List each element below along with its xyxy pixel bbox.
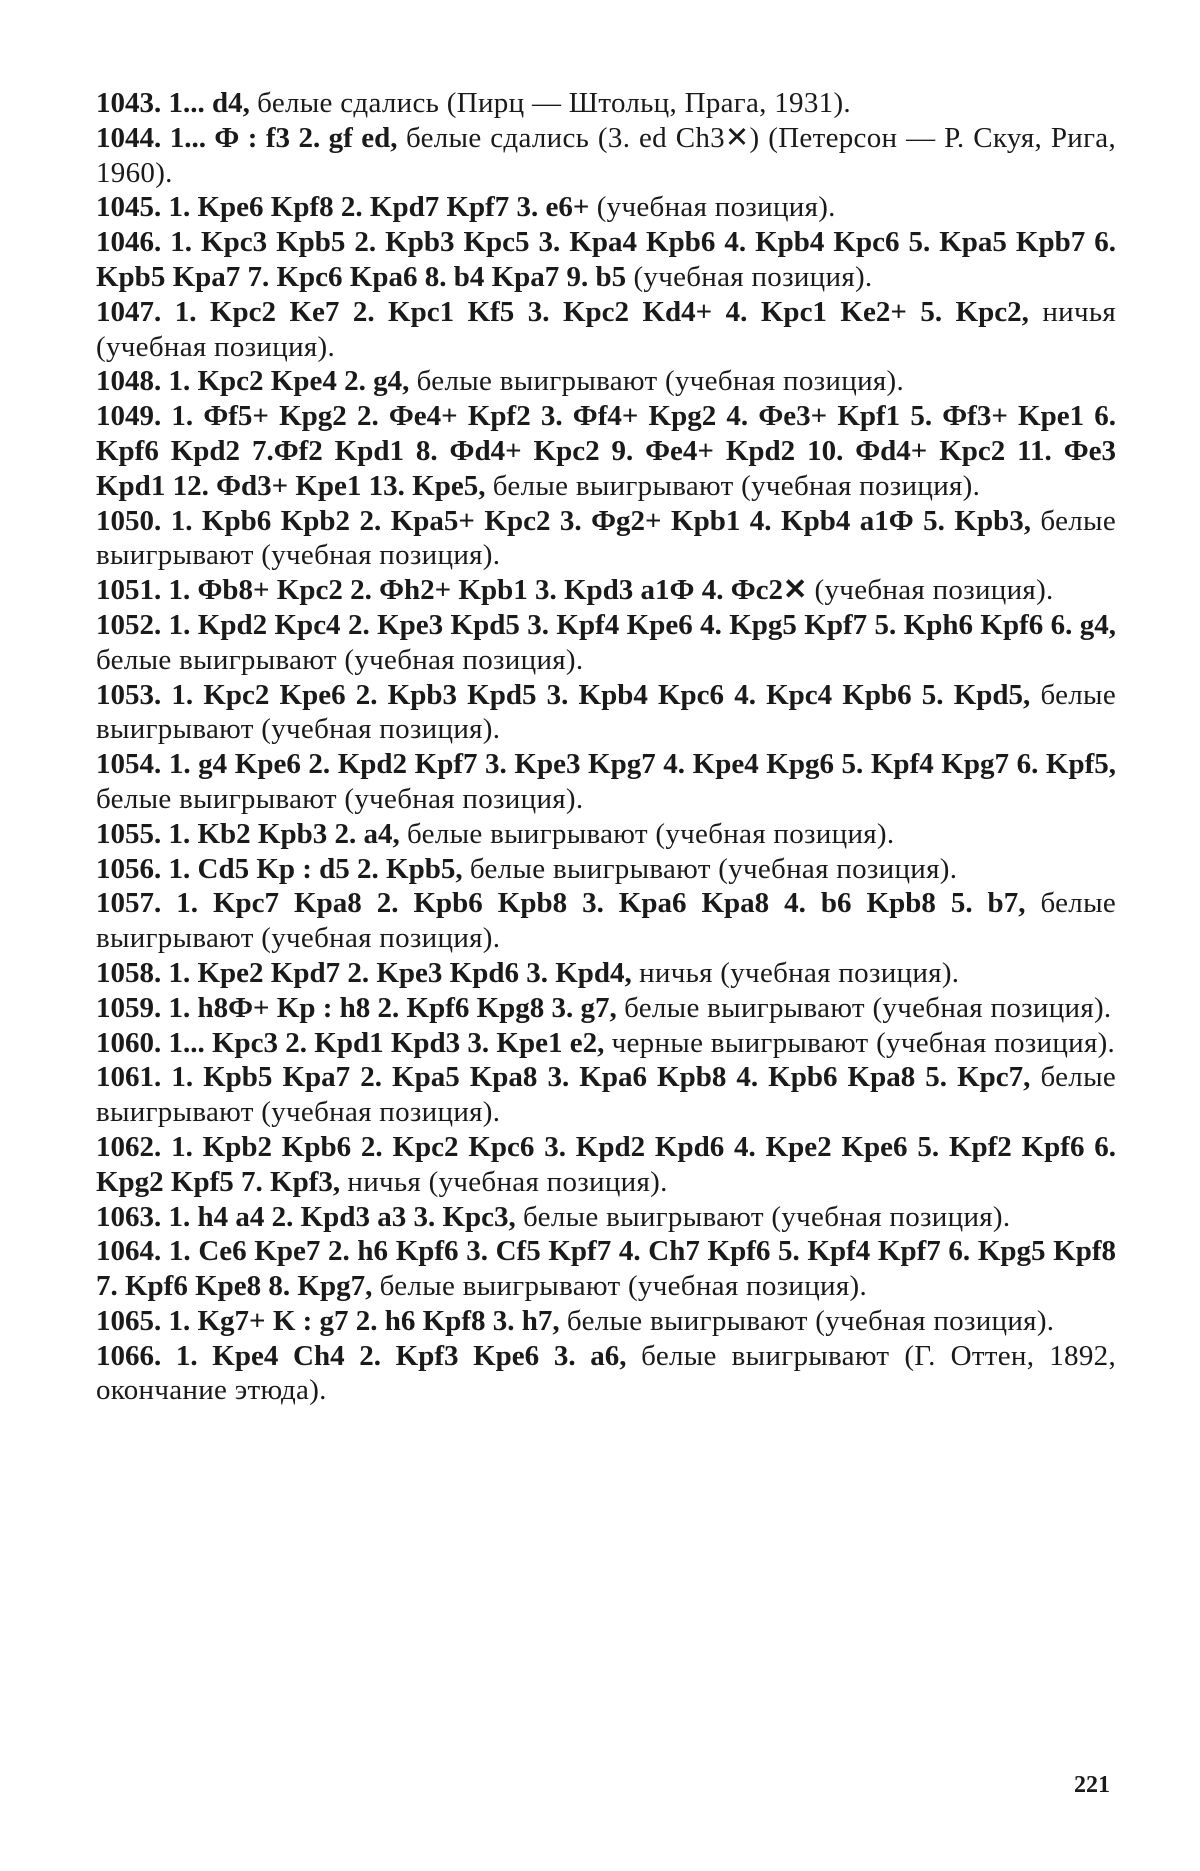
entry-moves: 1. Kg7+ K : g7 2. h6 Kpf8 3. h7, (168, 1304, 560, 1337)
entry-comment: белые выигрывают (учебная позиция). (96, 887, 1117, 955)
entry-number: 1054. (96, 748, 162, 781)
entry-number: 1060. (96, 1026, 162, 1059)
entry-number: 1057. (96, 887, 162, 920)
entry-comment: белые выигрывают (учебная позиция). (416, 365, 905, 398)
entry-number: 1058. (96, 956, 162, 989)
entry-number: 1059. (96, 991, 162, 1024)
entry-moves: 1... Kpc3 2. Kpd1 Kpd3 3. Kpe1 e2, (168, 1026, 605, 1059)
entry-moves: 1. Kpe2 Kpd7 2. Kpe3 Kpd6 3. Kpd4, (168, 956, 632, 989)
entry-moves: 1. Ce6 Kpe7 2. h6 Kpf6 3. Cf5 Kpf7 4. Ch7 Kpf6 5. Kpf4 Kpf7 6. Kpg5 Kpf8 7. Kpf6 Kpe8 8. Kpg7, (96, 1235, 1117, 1303)
entry-moves: 1. Фb8+ Kpc2 2. Фh2+ Kpb1 3. Kpd3 a1Ф 4. Фc2✕ (168, 574, 808, 607)
solution-entry (96, 747, 1116, 817)
solution-entry (96, 1234, 1116, 1304)
entry-moves: 1. Cd5 Kp : d5 2. Kpb5, (168, 852, 463, 885)
solution-entry (96, 678, 1116, 748)
entry-number: 1066. (96, 1339, 162, 1372)
entry-moves: 1. Kpc7 Kpa8 2. Kpb6 Kpb8 3. Kpa6 Kpa8 4. b6 Kpb8 5. b7, (176, 887, 1026, 920)
entry-comment: белые выигрывают (учебная позиция). (96, 782, 584, 815)
solution-entry (96, 852, 1116, 887)
entry-comment: (учебная позиция). (596, 191, 836, 224)
entry-comment: белые выигрывают (учебная позиция). (407, 817, 895, 850)
entry-number: 1064. (96, 1235, 162, 1268)
entry-comment: (учебная позиция). (633, 260, 873, 293)
entry-comment: белые выигрывают (учебная позиция). (96, 678, 1117, 746)
entry-comment: белые выигрывают (учебная позиция). (566, 1304, 1055, 1337)
entry-moves: 1. Kpe4 Ch4 2. Kpf3 Kpe6 3. a6, (175, 1339, 627, 1372)
entry-number: 1049. (96, 400, 162, 433)
solution-entry (96, 190, 1116, 225)
solutions-text (96, 86, 1116, 1408)
entry-number: 1063. (96, 1200, 162, 1233)
entry-comment: ничья (учебная позиция). (96, 295, 1117, 363)
entry-number: 1061. (96, 1061, 162, 1094)
solution-entry (96, 608, 1116, 678)
entry-moves: 1. Kpc2 Kpe4 2. g4, (168, 365, 410, 398)
entry-moves: 1. h4 a4 2. Kpd3 a3 3. Kpc3, (168, 1200, 516, 1233)
entry-comment: ничья (учебная позиция). (639, 956, 960, 989)
solution-entry (96, 399, 1116, 503)
entry-comment: ничья (учебная позиция). (347, 1165, 668, 1198)
entry-number: 1050. (96, 504, 162, 537)
entry-moves: 1. Kpe6 Kpf8 2. Kpd7 Kpf7 3. e6+ (168, 191, 590, 224)
page-number: 221 (1074, 1772, 1110, 1798)
entry-comment: белые сдались (3. ed Ch3✕) (Петерсон — Р. Скуя, Рига, 1960). (96, 121, 1117, 189)
entry-number: 1047. (96, 295, 162, 328)
entry-moves: 1. Kpc2 Kpe6 2. Kpb3 Kpd5 3. Kpb4 Kpc6 4. Kpc4 Kpb6 5. Kpd5, (171, 678, 1031, 711)
entry-comment: (учебная позиция). (814, 574, 1054, 607)
solution-entry (96, 573, 1116, 608)
entry-comment: белые выигрывают (учебная позиция). (379, 1270, 868, 1303)
entry-number: 1053. (96, 678, 162, 711)
solution-entry (96, 956, 1116, 991)
solution-entry (96, 86, 1116, 121)
entry-moves: 1. Kpb5 Kpa7 2. Kpa5 Kpa8 3. Kpa6 Kpb8 4. Kpb6 Kpa8 5. Kpc7, (171, 1061, 1031, 1094)
entry-comment: белые выигрывают (учебная позиция). (624, 991, 1112, 1024)
entry-number: 1046. (96, 226, 162, 259)
entry-moves: 1... d4, (168, 87, 250, 119)
entry-number: 1056. (96, 852, 162, 885)
solution-entry (96, 991, 1116, 1026)
solution-entry (96, 1304, 1116, 1339)
entry-number: 1055. (96, 817, 162, 850)
entry-comment: белые выигрывают (учебная позиция). (469, 852, 958, 885)
entry-moves: 1. Kpc3 Kpb5 2. Kpb3 Kpc5 3. Kpa4 Kpb6 4. Kpb4 Kpc6 5. Kpa5 Kpb7 6. Kpb5 Kpa7 7. Kpc6 Kpa6 8. b4 Kpa7 9. b5 (96, 226, 1116, 293)
entry-moves: 1. g4 Kpe6 2. Kpd2 Kpf7 3. Kpe3 Kpg7 4. Kpe4 Kpg6 5. Kpf4 Kpg7 6. Kpf5, (168, 748, 1117, 781)
entry-comment: белые выигрывают (учебная позиция). (492, 469, 981, 502)
entry-moves: 1. Kpc2 Ke7 2. Kpc1 Kf5 3. Kpc2 Kd4+ 4. Kpc1 Ke2+ 5. Kpc2, (174, 295, 1029, 328)
solution-entry (96, 364, 1116, 399)
solution-entry (96, 817, 1116, 852)
solution-entry (96, 1339, 1116, 1409)
entry-number: 1065. (96, 1304, 162, 1337)
entry-comment: белые выигрывают (учебная позиция). (523, 1200, 1011, 1233)
entry-comment: черные выигрывают (учебная позиция). (611, 1026, 1116, 1059)
entry-comment: белые выигрывают (учебная позиция). (96, 1061, 1117, 1129)
solution-entry (96, 1200, 1116, 1235)
solution-entry (96, 1060, 1116, 1130)
entry-moves: 1. Фf5+ Kpg2 2. Фe4+ Kpf2 3. Фf4+ Kpg2 4. Фe3+ Kpf1 5. Фf3+ Kpe1 6. Kpf6 Kpd2 7.Фf2 Kpd1 8. Фd4+ Kpc2 9. Фe4+ Kpd2 10. Фd4+ Kpc2 11. Фe3 Kpd1 12. Фd3+ Kpe1 13. Kpe5, (96, 400, 1116, 502)
entry-number: 1044. (96, 121, 162, 154)
entry-comment: белые сдались (Пирц — Штольц, Прага, 1931). (257, 87, 851, 119)
solution-entry (96, 504, 1116, 574)
entry-moves: 1. Kb2 Kpb3 2. a4, (168, 817, 400, 850)
entry-number: 1043. (96, 87, 162, 119)
solution-entry (96, 225, 1116, 295)
solution-entry (96, 295, 1116, 365)
entry-comment: белые выигрывают (учебная позиция). (96, 504, 1116, 572)
solution-entry (96, 886, 1116, 956)
entry-comment: белые выигрывают (Г. Оттен, 1892, окончание этюда). (96, 1339, 1117, 1407)
solution-entry (96, 1026, 1116, 1061)
entry-moves: 1. Kpb6 Kpb2 2. Kpa5+ Kpc2 3. Фg2+ Kpb1 4. Kpb4 a1Ф 5. Kpb3, (170, 504, 1031, 537)
solution-entry (96, 1130, 1116, 1200)
entry-number: 1052. (96, 608, 162, 641)
entry-number: 1045. (96, 191, 162, 224)
entry-number: 1051. (96, 574, 162, 607)
entry-moves: 1. Kpd2 Kpc4 2. Kpe3 Kpd5 3. Kpf4 Kpe6 4. Kpg5 Kpf7 5. Kph6 Kpf6 6. g4, (168, 608, 1117, 641)
entry-moves: 1. h8Ф+ Kp : h8 2. Kpf6 Kpg8 3. g7, (168, 991, 617, 1024)
entry-number: 1062. (96, 1130, 162, 1163)
entry-comment: белые выигрывают (учебная позиция). (96, 643, 584, 676)
solution-entry (96, 121, 1116, 191)
entry-moves: 1. Kpb2 Kpb6 2. Kpc2 Kpc6 3. Kpd2 Kpd6 4. Kpe2 Kpe6 5. Kpf2 Kpf6 6. Kpg2 Kpf5 7. Kpf3, (96, 1130, 1117, 1198)
entry-number: 1048. (96, 365, 162, 398)
entry-moves: 1... Ф : f3 2. gf ed, (169, 121, 398, 154)
